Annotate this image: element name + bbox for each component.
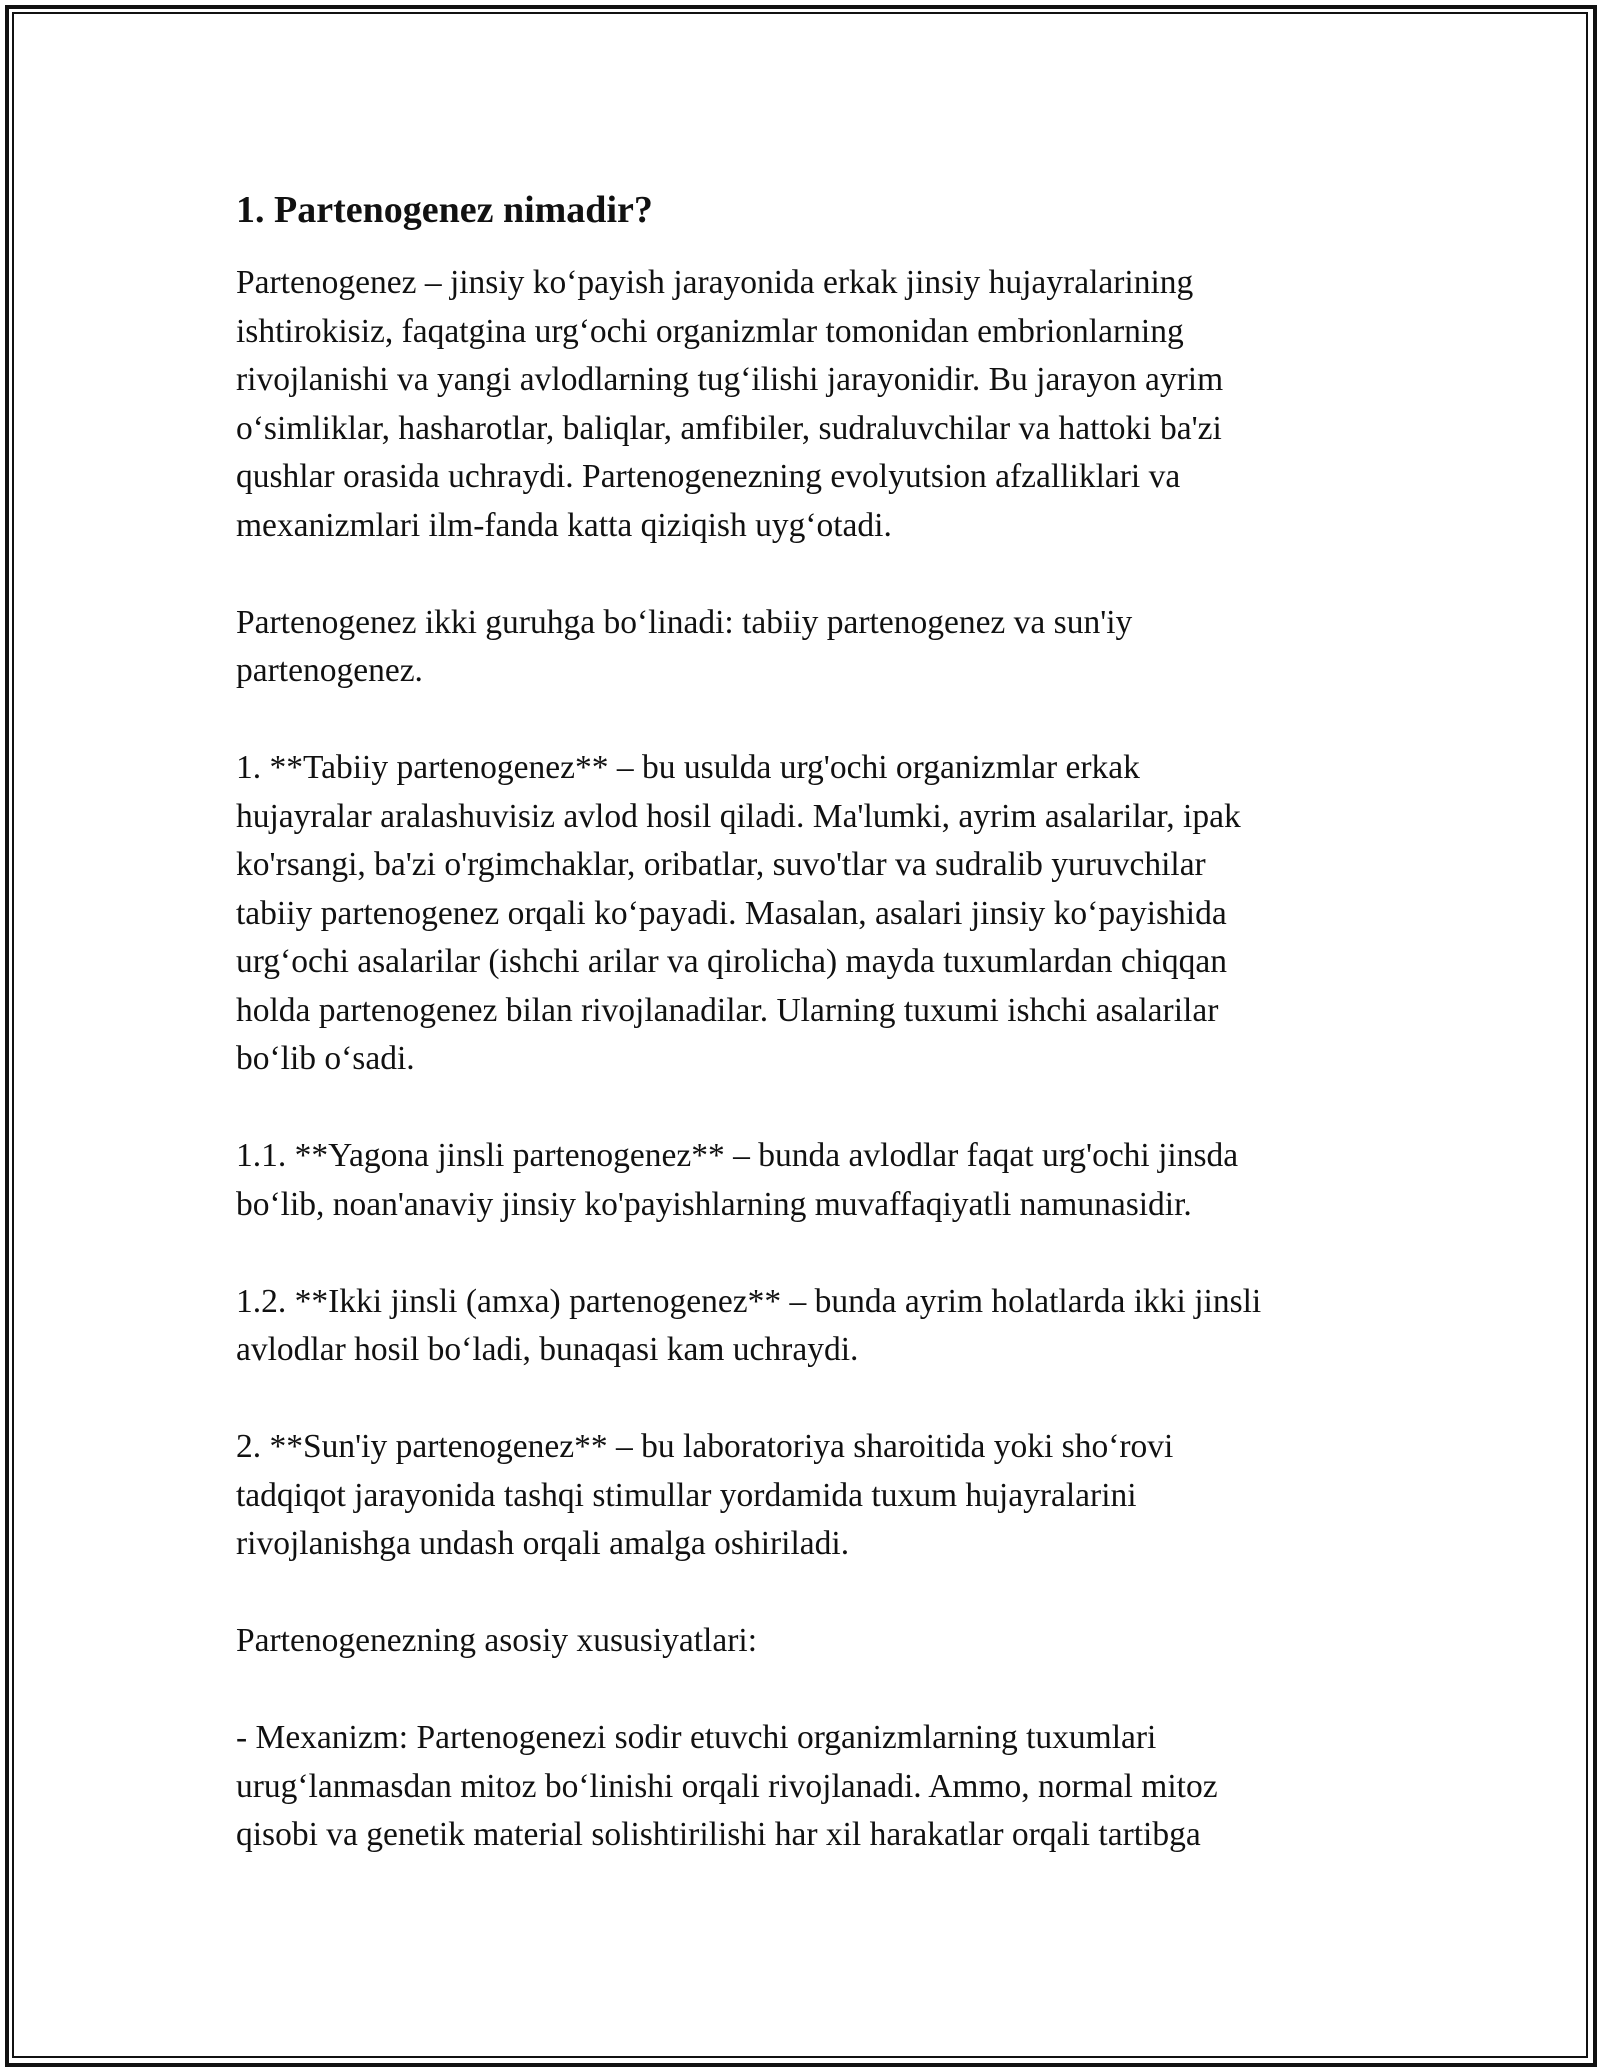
text-line: partenogenez. [236, 652, 423, 689]
text-line: rivojlanishi va yangi avlodlarning tug‘ilishi jarayonidir. Bu jarayon ayrim [236, 361, 1224, 398]
text-line: bo‘lib, noan'anaviy jinsiy ko'payishlarning muvaffaqiyatli namunasidir. [236, 1185, 1192, 1223]
text-line: o‘simliklar, hasharotlar, baliqlar, amfibiler, sudraluvchilar va hattoki ba'zi [236, 409, 1222, 447]
text-line: hujayralar aralashuvisiz avlod hosil qiladi. Ma'lumki, ayrim asalarilar, ipak [236, 797, 1241, 835]
paragraph-mechanism [236, 1714, 1376, 1860]
text-line: qisobi va genetik material solishtirilishi har xil harakatlar orqali tartibga [236, 1816, 1201, 1853]
text-line: mexanizmlari ilm-fanda katta qiziqish uyg‘otadi. [236, 506, 892, 544]
text-line: Partenogenez – jinsiy ko‘payish jarayonida erkak jinsiy hujayralarining [236, 264, 1194, 301]
paragraph-natural-parthenogenesis [236, 744, 1376, 1084]
text-line: ishtirokisiz, faqatgina urg‘ochi organizmlar tomonidan embrionlarning [236, 312, 1184, 350]
text-line: urg‘ochi asalarilar (ishchi arilar va qirolicha) mayda tuxumlardan chiqqan [236, 943, 1227, 980]
text-line: - Mexanizm: Partenogenezi sodir etuvchi organizmlarning tuxumlari [236, 1719, 1157, 1756]
text-line: Partenogenezning asosiy xususiyatlari: [236, 1622, 758, 1659]
text-line: urug‘lanmasdan mitoz bo‘linishi orqali rivojlanadi. Ammo, normal mitoz [236, 1767, 1218, 1805]
text-line: 1.2. **Ikki jinsli (amxa) partenogenez** – bunda ayrim holatlarda ikki jinsli [236, 1282, 1262, 1320]
text-line: 1. **Tabiiy partenogenez** – bu usulda urg'ochi organizmlar erkak [236, 749, 1140, 786]
text-line: avlodlar hosil bo‘ladi, bunaqasi kam uchraydi. [236, 1331, 859, 1368]
text-line: Partenogenez ikki guruhga bo‘linadi: tabiiy partenogenez va sun'iy [236, 603, 1133, 641]
text-line: tadqiqot jarayonida tashqi stimullar yordamida tuxum hujayralarini [236, 1476, 1137, 1514]
text-line: ko'rsangi, ba'zi o'rgimchaklar, oribatlar, suvo'tlar va sudralib yuruvchilar [236, 846, 1206, 883]
paragraph-artificial [236, 1423, 1376, 1569]
section-heading: 1. Partenogenez nimadir? [236, 189, 653, 231]
paragraph-features-title [236, 1617, 1376, 1666]
text-line: rivojlanishga undash orqali amalga oshiriladi. [236, 1525, 850, 1562]
paragraph-groups [236, 599, 1376, 696]
paragraph-single-sex [236, 1132, 1376, 1229]
text-line: bo‘lib o‘sadi. [236, 1040, 415, 1077]
paragraph-two-sex [236, 1278, 1376, 1375]
text-line: qushlar orasida uchraydi. Partenogenezning evolyutsion afzalliklari va [236, 458, 1181, 495]
text-line: 1.1. **Yagona jinsli partenogenez** – bunda avlodlar faqat urg'ochi jinsda [236, 1137, 1239, 1174]
paragraph-definition [236, 259, 1376, 550]
text-line: tabiiy partenogenez orqali ko‘payadi. Masalan, asalari jinsiy ko‘payishida [236, 894, 1227, 932]
text-line: holda partenogenez bilan rivojlanadilar. Ularning tuxumi ishchi asalarilar [236, 991, 1219, 1029]
text-line: 2. **Sun'iy partenogenez** – bu laboratoriya sharoitida yoki sho‘rovi [236, 1428, 1174, 1465]
document-body [236, 186, 1376, 1908]
